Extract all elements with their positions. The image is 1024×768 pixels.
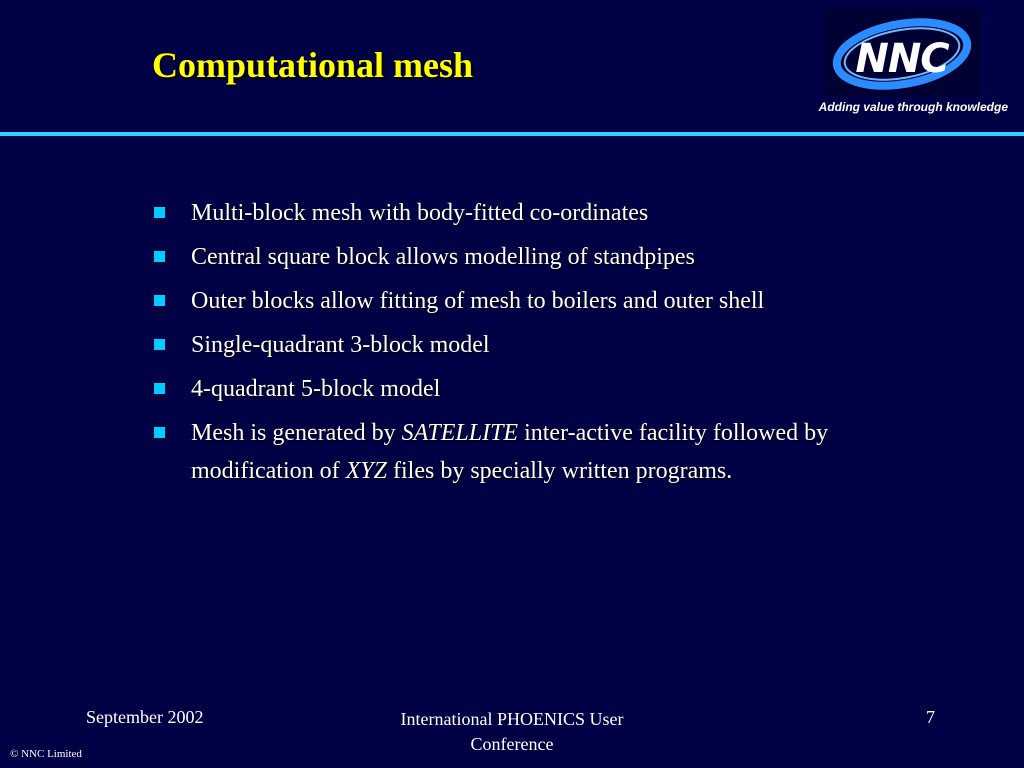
- footer-date: September 2002: [86, 707, 204, 727]
- bullet-item: [152, 414, 872, 490]
- copyright-notice: © NNC Limited: [10, 748, 82, 760]
- footer-conference: International PHOENICS User Conference: [400, 709, 624, 754]
- slide-title: Computational mesh: [152, 45, 474, 85]
- square-bullet-icon: [154, 207, 165, 218]
- square-bullet-icon: [154, 295, 165, 306]
- bullet-item: [152, 326, 872, 364]
- bullet-text: Central square block allows modelling of standpipes: [191, 244, 695, 270]
- bullet-item: [152, 282, 872, 320]
- square-bullet-icon: [154, 251, 165, 262]
- bullet-text-italic: XYZ: [345, 458, 387, 484]
- bullet-item: [152, 370, 872, 408]
- bullet-text-italic: SATELLITE: [401, 420, 519, 446]
- bullet-text: files by specially written programs.: [387, 458, 733, 484]
- bullet-item: [152, 238, 872, 276]
- bullet-text: Multi-block mesh with body-fitted co-ordinates: [191, 200, 649, 226]
- page-number: 7: [926, 707, 935, 727]
- bullet-text: inter-active facility followed by modification of: [191, 420, 829, 484]
- square-bullet-icon: [154, 339, 165, 350]
- bullet-item: [152, 194, 872, 232]
- bullet-text: Single-quadrant 3-block model: [191, 332, 490, 358]
- bullet-text: Mesh is generated by: [191, 420, 402, 446]
- bullet-text: 4-quadrant 5-block model: [191, 376, 441, 402]
- square-bullet-icon: [154, 427, 165, 438]
- logo-tagline: Adding value through knowledge: [818, 100, 1008, 114]
- header-divider: [0, 132, 1024, 136]
- bullet-text: Outer blocks allow fitting of mesh to boilers and outer shell: [191, 288, 765, 314]
- nnc-logo: [824, 8, 980, 96]
- square-bullet-icon: [154, 383, 165, 394]
- logo-text: NNC: [855, 36, 949, 82]
- bullet-list: [152, 194, 872, 496]
